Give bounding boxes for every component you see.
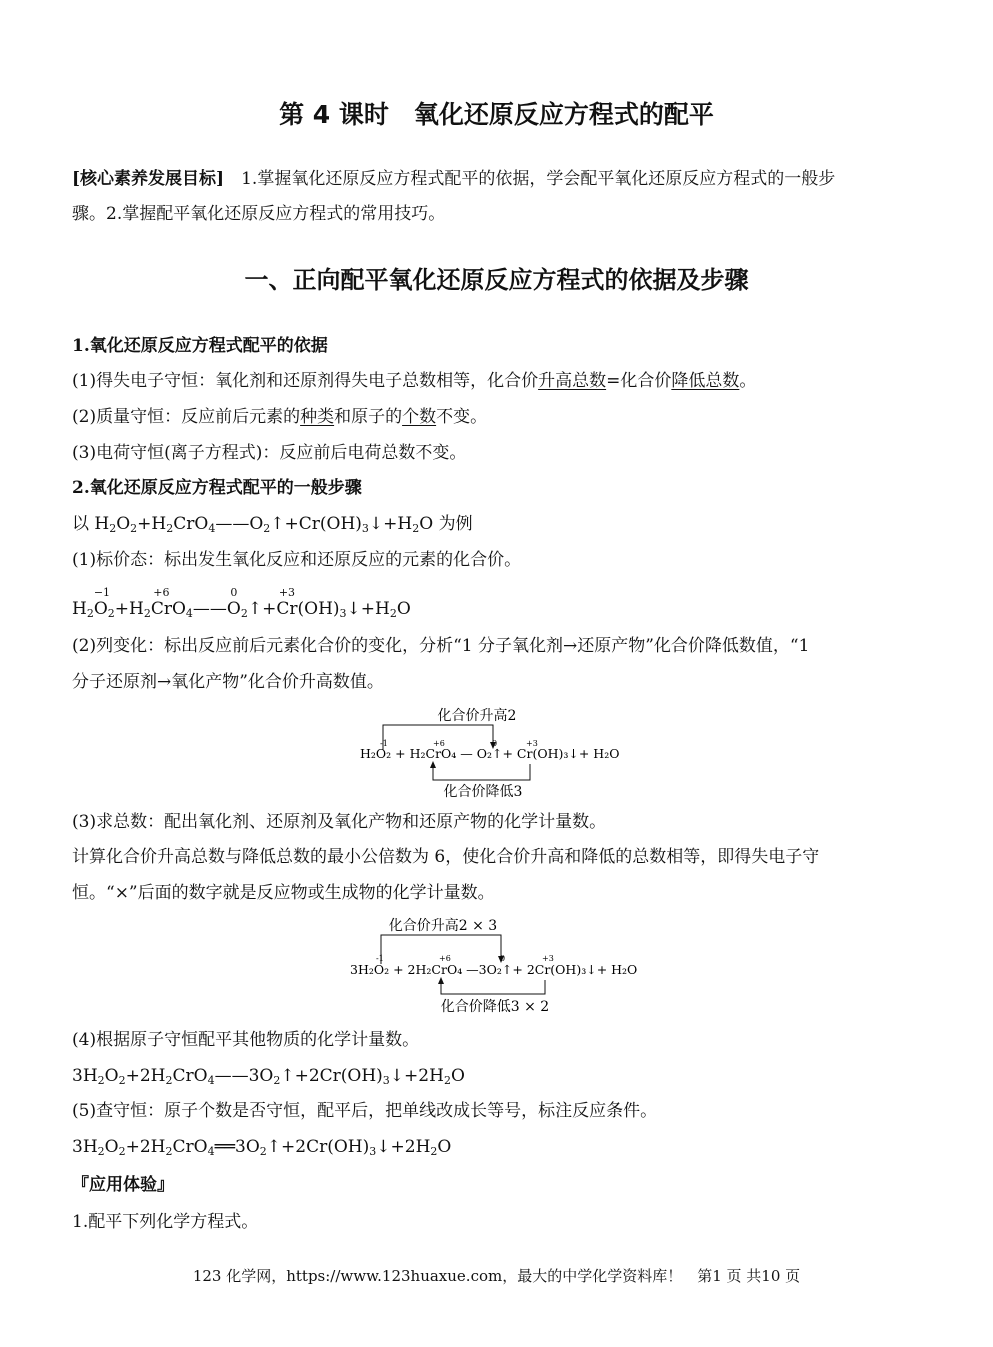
page-title: 第 4 课时 氧化还原反应方程式的配平 [279, 100, 714, 129]
example-equation: 以 $H_2O_2+H_2CrO_4——O_2↑+Cr(OH)_3↓+H_2O$ 为例 [72, 514, 473, 535]
application-item-1: 1.配平下列化学方程式。 [72, 1212, 259, 1232]
goal-line-2: 骤。2.掌握配平氧化还原反应方程式的常用技巧。 [72, 204, 446, 224]
underlined-answer: 升高总数 [538, 371, 607, 391]
text: 以 [72, 514, 95, 534]
ox-state: +3 Cr [276, 586, 298, 619]
underlined-answer: 种类 [300, 407, 335, 427]
basis-p3: (3)电荷守恒(离子方程式)：反应前后电荷总数不变。 [72, 443, 467, 463]
step-2-line-1: (2)列变化：标出反应前后元素化合价的变化，分析“1 分子氧化剂→还原产物”化合价降低数值，“1 [72, 636, 810, 656]
text: (1)得失电子守恒：氧化剂和还原剂得失电子总数相等，化合价 [72, 371, 539, 391]
application-heading: 『应用体验』 [72, 1175, 174, 1195]
balanced-equation: $3H_2O_2+2H_2CrO_4══3O_2↑+2Cr(OH)_3↓+2H_2O$ [72, 1137, 452, 1158]
svg-text:0: 0 [500, 954, 506, 963]
svg-text:-1: -1 [376, 954, 384, 963]
ox-state: 0 O [226, 586, 241, 619]
section-heading: 一、正向配平氧化还原反应方程式的依据及步骤 [244, 266, 749, 294]
step-2-line-2: 分子还原剂→氧化产物”化合价升高数值。 [72, 672, 384, 692]
svg-text:+3: +3 [542, 954, 554, 963]
text: 为例 [433, 514, 473, 534]
step-5: (5)查守恒：原子个数是否守恒，配平后，把单线改成长等号，标注反应条件。 [72, 1101, 658, 1121]
equation-with-valences: $H_2$ −1 $O_2+H_2$ +6 CrO$_4$—— 0 $O_2↑+$ +3 $Cr(OH)_3↓+H_2O$ [72, 586, 411, 620]
underlined-answer: 个数 [402, 407, 437, 427]
step-1: (1)标价态：标出发生氧化反应和还原反应的元素的化合价。 [72, 550, 522, 570]
bottom-label: 化合价降低3 [443, 784, 523, 800]
ox-state: +6 Cr [150, 586, 172, 619]
step-3-explain-1: 计算化合价升高总数与降低总数的最小公倍数为 6，使化合价升高和降低的总数相等，即得失电子守 [72, 847, 820, 867]
valence-change-diagram-1 [355, 702, 645, 806]
page-footer: 123 化学网，https://www.123huaxue.com，最大的中学化学资料库！ 第1 页 共10 页 [192, 1267, 801, 1285]
top-label: 化合价升高2 [437, 708, 517, 724]
step-3: (3)求总数：配出氧化剂、还原剂及氧化产物和还原产物的化学计量数。 [72, 812, 607, 832]
step-3-explain-2: 恒。“×”后面的数字就是反应物或生成物的化学计量数。 [72, 883, 495, 903]
text: 。 [739, 371, 757, 391]
svg-text:+6: +6 [433, 739, 445, 748]
goal-text-1: 1.掌握氧化还原反应方程式配平的依据，学会配平氧化还原反应方程式的一般步 [224, 169, 836, 189]
text: 和原子的 [334, 407, 403, 427]
step-4-equation: $3H_2O_2+2H_2CrO_4——3O_2↑+2Cr(OH)_3↓+2H_2O$ [72, 1066, 465, 1087]
top-label: 化合价升高2 × 3 [388, 918, 498, 934]
steps-heading: 2.氧化还原反应方程式配平的一般步骤 [72, 478, 362, 498]
svg-text:+6: +6 [439, 954, 451, 963]
equation-1: H₂O₂ + H₂CrO₄ — O₂↑+ Cr(OH)₃↓+ H₂O [360, 746, 620, 761]
step-4: (4)根据原子守恒配平其他物质的化学计量数。 [72, 1030, 420, 1050]
basis-heading: 1.氧化还原反应方程式配平的依据 [72, 336, 328, 356]
ox-state: −1 O [93, 586, 111, 619]
text: =化合价 [606, 371, 672, 391]
underlined-answer: 降低总数 [671, 371, 740, 391]
svg-text:-1: -1 [380, 739, 388, 748]
svg-text:+3: +3 [526, 739, 538, 748]
text: (2)质量守恒：反应前后元素的 [72, 407, 301, 427]
goal-label: [核心素养发展目标] [72, 169, 225, 189]
text: 不变。 [436, 407, 488, 427]
goal-line-1 [72, 168, 835, 190]
valence-change-diagram-2 [345, 912, 665, 1022]
bottom-label: 化合价降低3 × 2 [440, 999, 550, 1015]
equation-2: 3H₂O₂ + 2H₂CrO₄ —3O₂↑+ 2Cr(OH)₃↓+ H₂O [350, 962, 638, 977]
svg-text:0: 0 [492, 739, 498, 748]
basis-p1 [72, 370, 756, 392]
basis-p2 [72, 406, 487, 428]
